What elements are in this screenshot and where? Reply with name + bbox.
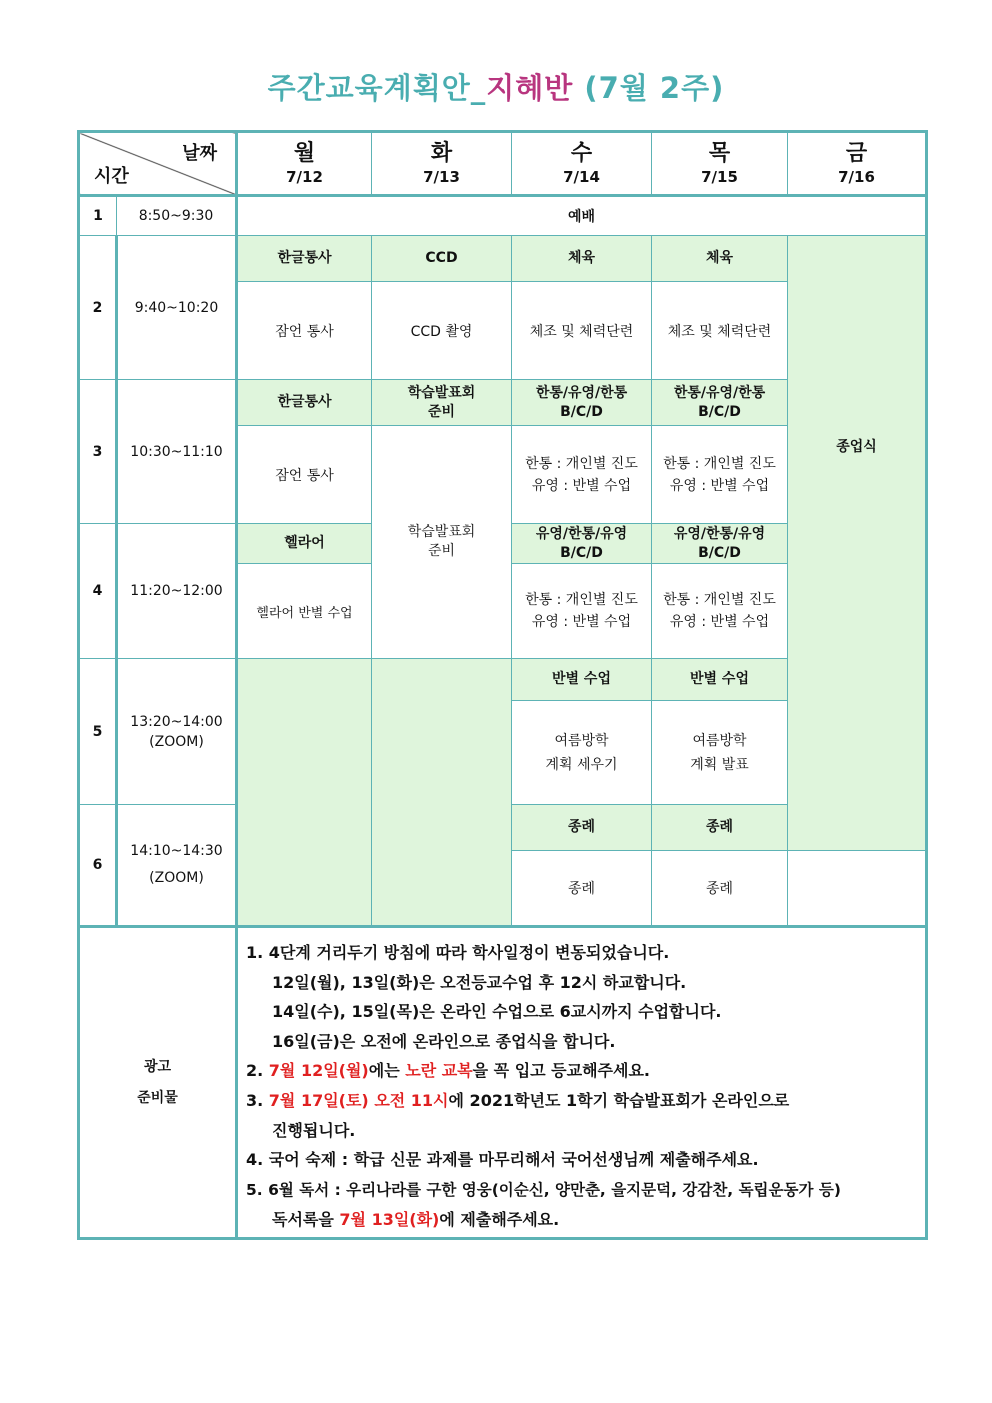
period-num: 2 — [79, 236, 117, 380]
title-week: (7월 2주) — [573, 71, 725, 105]
p3-wed-subject: 한통/유영/한통 B/C/D — [512, 380, 652, 426]
period-num: 1 — [79, 196, 117, 236]
notes-row — [79, 927, 927, 1239]
note-1: 1. 4단계 거리두기 방침에 따라 학사일정이 변동되었습니다. 12일(월), 13일(화)은 오전등교수업 후 12시 하교합니다. 14일(수), 15일(목)은 온라인 수업으로 6교시까지 수업합니다. 16일(금)은 오전에 온라인으로 종업식을 합니다. — [246, 943, 722, 1051]
period-2-subject-row — [79, 236, 927, 282]
p4-wed-subject: 유영/한통/유영 B/C/D — [512, 524, 652, 564]
p3-tue-desc: 학습발표회 준비 — [372, 426, 512, 659]
header-day-wed: 수 7/14 — [512, 132, 652, 196]
weekly-plan-table — [77, 130, 928, 1240]
p4-mon-subject: 헬라어 — [237, 524, 372, 564]
p4-mon-desc: 헬라어 반별 수업 — [237, 564, 372, 659]
p4-wed-desc: 한통 : 개인별 진도 유영 : 반별 수업 — [512, 564, 652, 659]
note-2: 2. 7월 12일(월)에는 노란 교복을 꼭 입고 등교해주세요. — [246, 1061, 650, 1081]
note-5: 5. 6월 독서 : 우리나라를 구한 영웅(이순신, 양만춘, 을지문덕, 강감찬, 독립운동가 등) 독서록을 7월 13일(화)에 제출해주세요. — [246, 1180, 841, 1230]
period-num: 5 — [79, 659, 117, 805]
p2-tue-desc: CCD 촬영 — [372, 282, 512, 380]
note-4: 4. 국어 숙제 : 학급 신문 과제를 마무리해서 국어선생님께 제출해주세요. — [246, 1150, 759, 1170]
p3-thu-subject: 한통/유영/한통 B/C/D — [652, 380, 788, 426]
p2-thu-subject: 체육 — [652, 236, 788, 282]
p3-mon-subject: 한글통사 — [237, 380, 372, 426]
time-label: 시간 — [94, 166, 129, 187]
period-time: 11:20~12:00 — [117, 524, 237, 659]
p2-mon-subject: 한글통사 — [237, 236, 372, 282]
period-time: 10:30~11:10 — [117, 380, 237, 524]
p3-mon-desc: 잠언 통사 — [237, 426, 372, 524]
p4-thu-subject: 유영/한통/유영 B/C/D — [652, 524, 788, 564]
period-time: 13:20~14:00 (ZOOM) — [117, 659, 237, 805]
p2-wed-desc: 체조 및 체력단련 — [512, 282, 652, 380]
p3-wed-desc: 한통 : 개인별 진도 유영 : 반별 수업 — [512, 426, 652, 524]
p56-mon-empty — [237, 659, 372, 927]
header-day-tue: 화 7/13 — [372, 132, 512, 196]
p2-mon-desc: 잠언 통사 — [237, 282, 372, 380]
p5-wed-subject: 반별 수업 — [512, 659, 652, 701]
p2-wed-subject: 체육 — [512, 236, 652, 282]
p6-thu-subject: 종례 — [652, 805, 788, 851]
notes-content — [237, 927, 927, 1239]
p4-thu-desc: 한통 : 개인별 진도 유영 : 반별 수업 — [652, 564, 788, 659]
header-day-thu: 목 7/15 — [652, 132, 788, 196]
period-time: 8:50~9:30 — [117, 196, 237, 236]
p3-thu-desc: 한통 : 개인별 진도 유영 : 반별 수업 — [652, 426, 788, 524]
period-num: 6 — [79, 805, 117, 927]
period-time: 9:40~10:20 — [117, 236, 237, 380]
p3-tue-subject: 학습발표회 준비 — [372, 380, 512, 426]
p2-thu-desc: 체조 및 체력단련 — [652, 282, 788, 380]
p6-thu-desc: 종례 — [652, 851, 788, 927]
header-corner — [79, 132, 237, 196]
p5-thu-subject: 반별 수업 — [652, 659, 788, 701]
header-day-mon: 월 7/12 — [237, 132, 372, 196]
header-day-fri: 금 7/16 — [788, 132, 927, 196]
p5-wed-desc: 여름방학 계획 세우기 — [512, 701, 652, 805]
period-1-row — [79, 196, 927, 236]
period-time: 14:10~14:30 (ZOOM) — [117, 805, 237, 927]
p6-wed-desc: 종례 — [512, 851, 652, 927]
note-3: 3. 7월 17일(토) 오전 11시에 2021학년도 1학기 학습발표회가 온라인으로 진행됩니다. — [246, 1090, 790, 1140]
title-class: 지혜반 — [486, 71, 574, 105]
p5-thu-desc: 여름방학 계획 발표 — [652, 701, 788, 805]
header-row — [79, 132, 927, 196]
title-main: 주간교육계획안_ — [267, 71, 487, 105]
worship-cell: 예배 — [237, 196, 927, 236]
period-num: 3 — [79, 380, 117, 524]
p2-tue-subject: CCD — [372, 236, 512, 282]
p56-tue-empty — [372, 659, 512, 927]
closing-ceremony-cell: 종업식 — [788, 236, 927, 851]
period-num: 4 — [79, 524, 117, 659]
notes-label: 광고 준비물 — [79, 927, 237, 1239]
page-title — [0, 66, 992, 107]
p6-wed-subject: 종례 — [512, 805, 652, 851]
date-label: 날짜 — [182, 143, 217, 164]
